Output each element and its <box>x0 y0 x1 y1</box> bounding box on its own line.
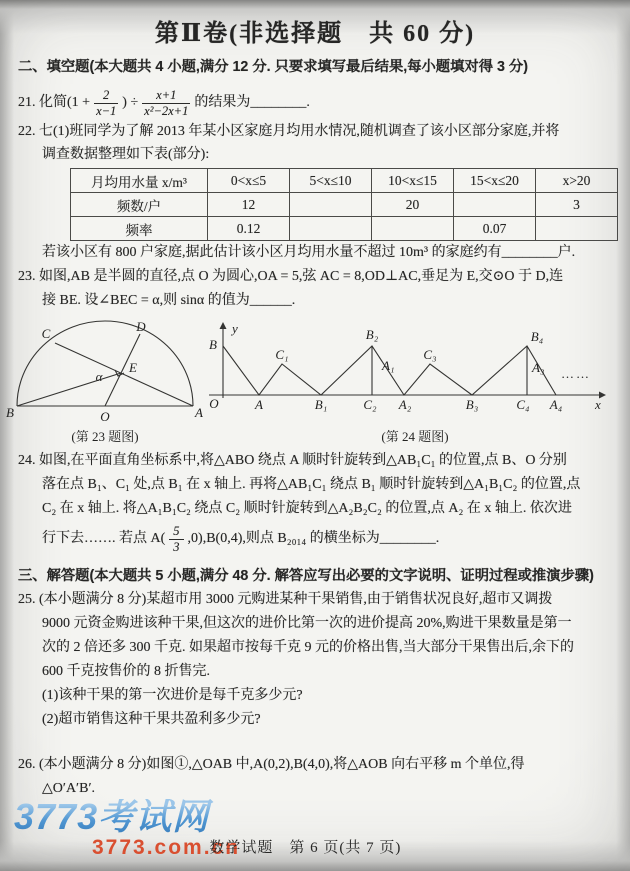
q24-line2: 落在点 B₁、C₁ 处,点 B₁ 在 x 轴上. 再将△AB₁C₁ 绕点 B₁ 顺时针旋转到△A₁B₁C₂ 的位置,点 <box>42 477 581 492</box>
q24-line4-suffix: ,0),B(0,4),则点 B₂₀₁₄ 的横坐标为________. <box>187 531 440 546</box>
q24-coordinate-figure <box>205 320 630 448</box>
q25-sub2: (2)超市销售这种干果共盈利多少元? <box>42 712 261 727</box>
q25-line4: 600 千克按售价的 8 折售完. <box>42 664 210 679</box>
q21-line <box>18 84 310 122</box>
table-header-cell: 月均用水量 x/m³ <box>71 169 208 193</box>
table-header-cell: 0<x≤5 <box>208 169 290 193</box>
watermark-site-url: 3773.com.cn <box>92 836 241 859</box>
point-label-D: D <box>136 320 146 334</box>
q25-line2: 9000 元资金购进该种干果,但这次的进价比第一次的进价提高 20%,购进干果数量是第一 <box>42 616 572 631</box>
q22-water-usage-table <box>70 168 618 241</box>
point-label-A: A <box>255 397 263 412</box>
q21-fraction-1: $\frac{2}{x-1}$ <box>96 87 117 118</box>
table-header-cell: 15<x≤20 <box>454 169 536 193</box>
point-label-B: B <box>6 405 14 420</box>
q24-fraction: $\frac{5}{3}$ <box>169 524 183 555</box>
figure-caption: (第 23 题图) <box>71 429 139 444</box>
point-label-C2: C₂ <box>363 397 377 412</box>
section-fill-in-header: 二、填空题(本大题共 4 小题,满分 12 分. 只要求填写最后结果,每小题填对得 3 分) <box>18 59 528 75</box>
table-cell: 频数/户 <box>71 193 208 217</box>
segment-BE <box>17 373 121 406</box>
q21-prefix: 21. 化简(1 + <box>18 95 91 110</box>
table-header-cell: 5<x≤10 <box>290 169 372 193</box>
y-axis-arrow <box>220 322 227 329</box>
angle-label-alpha: α <box>95 369 103 384</box>
page-footer: 数学试题 第 6 页(共 7 页) <box>209 840 402 856</box>
point-label-A3: A₃ <box>532 360 545 375</box>
point-label-B4: B₄ <box>530 329 544 344</box>
q26-line2: △O′A′B′. <box>42 781 96 796</box>
q24-line3: C₂ 在 x 轴上. 将△A₁B₁C₂ 绕点 C₂ 顺时针旋转到△A₂B₂C₂ 的位置,点 A₂ 在 x 轴上. 依次进 <box>42 501 572 516</box>
q21-fraction-2: $\frac{x+1}{\text{x²−2x+1}}$ <box>144 87 189 118</box>
table-cell: 0.12 <box>208 217 290 241</box>
table-header-cell: x>20 <box>536 169 618 193</box>
q23-semicircle-figure <box>2 320 207 448</box>
point-label-C1: C₁ <box>275 347 289 362</box>
point-label-B2: B₂ <box>365 327 379 342</box>
table-cell: 12 <box>208 193 290 217</box>
q25-line3: 次的 2 倍还多 300 千克. 如果超市按每千克 9 元的价格出售,当大部分干果售出后,余下的 <box>42 640 574 655</box>
q25-sub1: (1)该种干果的第一次进价是每千克多少元? <box>42 688 303 703</box>
point-label-O: O <box>209 396 219 411</box>
point-label-C: C <box>41 326 51 341</box>
figure-caption: (第 24 题图) <box>381 429 449 444</box>
ellipsis-dots: …… <box>561 366 591 381</box>
table-cell <box>454 193 536 217</box>
point-label-B3: B₃ <box>465 397 479 412</box>
point-label-A2: A₂ <box>398 397 412 412</box>
point-label-A4: A₄ <box>549 397 563 412</box>
table-row <box>71 193 618 217</box>
axis-label-x: x <box>595 397 601 412</box>
chord-AC <box>55 343 193 406</box>
page-title: 第Ⅱ卷(非选择题 共 60 分) <box>154 21 476 47</box>
table-cell: 20 <box>372 193 454 217</box>
table-cell: 频率 <box>71 217 208 241</box>
q24-line1: 24. 如图,在平面直角坐标系中,将△ABO 绕点 A 顺时针旋转到△AB₁C₁ 的位置,点 B、O 分别 <box>18 453 567 468</box>
point-label-E: E <box>129 360 137 375</box>
q21-operator: ) ÷ <box>122 95 139 110</box>
point-label-C3: C₃ <box>423 347 437 362</box>
q26-line1: 26. (本小题满分 8 分)如图①,△OAB 中,A(0,2),B(4,0),将△AOB 向右平移 m 个单位,得 <box>18 757 525 772</box>
table-cell <box>536 217 618 241</box>
section-solve-header: 三、解答题(本大题共 5 小题,满分 48 分. 解答应写出必要的文字说明、证明过程或推演步骤) <box>18 568 594 584</box>
table-cell <box>372 217 454 241</box>
table-header-cell: 10<x≤15 <box>372 169 454 193</box>
q24-line4 <box>42 521 439 557</box>
point-label-B: B <box>209 337 217 352</box>
table-cell: 3 <box>536 193 618 217</box>
q22-line1: 22. 七(1)班同学为了解 2013 年某小区家庭月均用水情况,随机调查了该小区部分家庭,并将 <box>18 124 560 139</box>
point-label-O: O <box>100 409 110 424</box>
q23-line2: 接 BE. 设∠BEC = α,则 sinα 的值为______. <box>42 293 296 308</box>
table-cell: 0.07 <box>454 217 536 241</box>
q23-line1: 23. 如图,AB 是半圆的直径,点 O 为圆心,OA = 5,弦 AC = 8,OD⊥AC,垂足为 E,交⊙O 于 D,连 <box>18 269 564 284</box>
table-cell <box>290 193 372 217</box>
axis-label-y: y <box>232 321 238 336</box>
point-label-A1: A₁ <box>382 358 395 373</box>
q22-line2: 调查数据整理如下表(部分): <box>42 147 210 162</box>
q25-line1: 25. (本小题满分 8 分)某超市用 3000 元购进某种干果销售,由于销售状况良好,超市又调拨 <box>18 592 553 607</box>
point-label-A: A <box>195 405 203 420</box>
table-row <box>71 169 618 193</box>
table-cell <box>290 217 372 241</box>
table-row <box>71 217 618 241</box>
watermark-site-name: 3773考试网 <box>14 799 240 835</box>
q22-line3: 若该小区有 800 户家庭,据此估计该小区月均用水量不超过 10m³ 的家庭约有________户. <box>42 245 576 260</box>
q21-suffix: 的结果为________. <box>194 95 310 110</box>
q24-line4-prefix: 行下去……. 若点 A( <box>42 531 166 546</box>
point-label-B1: B₁ <box>314 397 328 412</box>
watermark-logo <box>14 796 241 859</box>
point-label-C4: C₄ <box>516 397 530 412</box>
